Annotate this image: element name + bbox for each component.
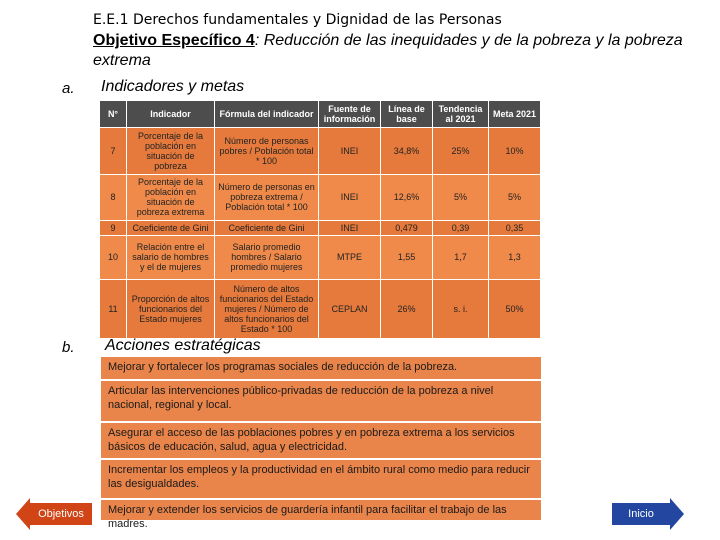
table-cell: 7 (100, 128, 127, 175)
table-cell: INEI (319, 128, 381, 175)
table-cell: 34,8% (381, 128, 433, 175)
list-item: Mejorar y fortalecer los programas sociales de reducción de la pobreza. (101, 357, 541, 381)
table-row (100, 174, 541, 221)
objective-text: : Reducción de las inequidades y de la pobreza y la pobreza extrema (93, 32, 683, 69)
table-cell: Coeficiente de Gini (215, 221, 319, 235)
table-cell: Porcentaje de la población en situación de pobreza extrema (127, 174, 215, 221)
table-cell: 10% (489, 128, 541, 175)
col-header: Línea de base (381, 101, 433, 128)
table-cell: Número de personas pobres / Población total * 100 (215, 128, 319, 175)
col-header: N° (100, 101, 127, 128)
strategic-actions-list (101, 357, 541, 530)
col-header: Meta 2021 (489, 101, 541, 128)
table-cell: 5% (433, 174, 489, 221)
list-item: Asegurar el acceso de las poblaciones pobres y en pobreza extrema a los servicios básicos de educación, salud, agua y electricidad. (101, 423, 541, 460)
section-a-letter: a. (62, 80, 75, 97)
table-header-row (100, 101, 541, 128)
table-cell: s. i. (433, 280, 489, 339)
table-cell: 25% (433, 128, 489, 175)
table-cell: 26% (381, 280, 433, 339)
objective-label: Objetivo Específico 4 (93, 32, 255, 49)
table-cell: 12,6% (381, 174, 433, 221)
table-row (100, 235, 541, 280)
section-b-title: Acciones estratégicas (105, 337, 261, 354)
table-cell: 9 (100, 221, 127, 235)
col-header: Indicador (127, 101, 215, 128)
table-cell: 1,55 (381, 235, 433, 280)
home-button[interactable] (612, 503, 670, 525)
table-cell: 50% (489, 280, 541, 339)
table-cell: INEI (319, 174, 381, 221)
back-button-label: Objetivos (38, 508, 84, 520)
table-cell: 8 (100, 174, 127, 221)
table-cell: Proporción de altos funcionarios del Estado mujeres (127, 280, 215, 339)
table-row (100, 280, 541, 339)
table-cell: Salario promedio hombres / Salario promedio mujeres (215, 235, 319, 280)
table-cell: 0,39 (433, 221, 489, 235)
table-cell: Número de personas en pobreza extrema / Población total * 100 (215, 174, 319, 221)
table-cell: 0,35 (489, 221, 541, 235)
table-cell: INEI (319, 221, 381, 235)
table-cell: MTPE (319, 235, 381, 280)
table-row (100, 221, 541, 235)
back-to-objectives-button[interactable] (30, 503, 92, 525)
table-cell: 5% (489, 174, 541, 221)
list-item: Mejorar y extender los servicios de guardería infantil para facilitar el trabajo de las madres. (101, 500, 541, 522)
home-button-label: Inicio (628, 508, 654, 520)
col-header: Tendencia al 2021 (433, 101, 489, 128)
col-header: Fórmula del indicador (215, 101, 319, 128)
table-cell: 11 (100, 280, 127, 339)
table-cell: Número de altos funcionarios del Estado mujeres / Número de altos funcionarios del Estado * 100 (215, 280, 319, 339)
table-cell: 1,7 (433, 235, 489, 280)
subtitle-line: E.E.1 Derechos fundamentales y Dignidad de las Personas (93, 12, 502, 28)
table-row (100, 128, 541, 175)
table-cell: Coeficiente de Gini (127, 221, 215, 235)
table-cell: 0,479 (381, 221, 433, 235)
section-b-letter: b. (62, 339, 75, 356)
list-item: Articular las intervenciones público-privadas de reducción de la pobreza a nivel nacional, regional y local. (101, 381, 541, 423)
table-cell: Porcentaje de la población en situación de pobreza (127, 128, 215, 175)
table-cell: Relación entre el salario de hombres y el de mujeres (127, 235, 215, 280)
col-header: Fuente de información (319, 101, 381, 128)
table-cell: 1,3 (489, 235, 541, 280)
table-cell: 10 (100, 235, 127, 280)
objective-heading (93, 31, 703, 71)
table-cell: CEPLAN (319, 280, 381, 339)
list-item: Incrementar los empleos y la productividad en el ámbito rural como medio para reducir las desigualdades. (101, 460, 541, 500)
indicators-table (99, 100, 541, 339)
section-a-title: Indicadores y metas (101, 78, 245, 95)
